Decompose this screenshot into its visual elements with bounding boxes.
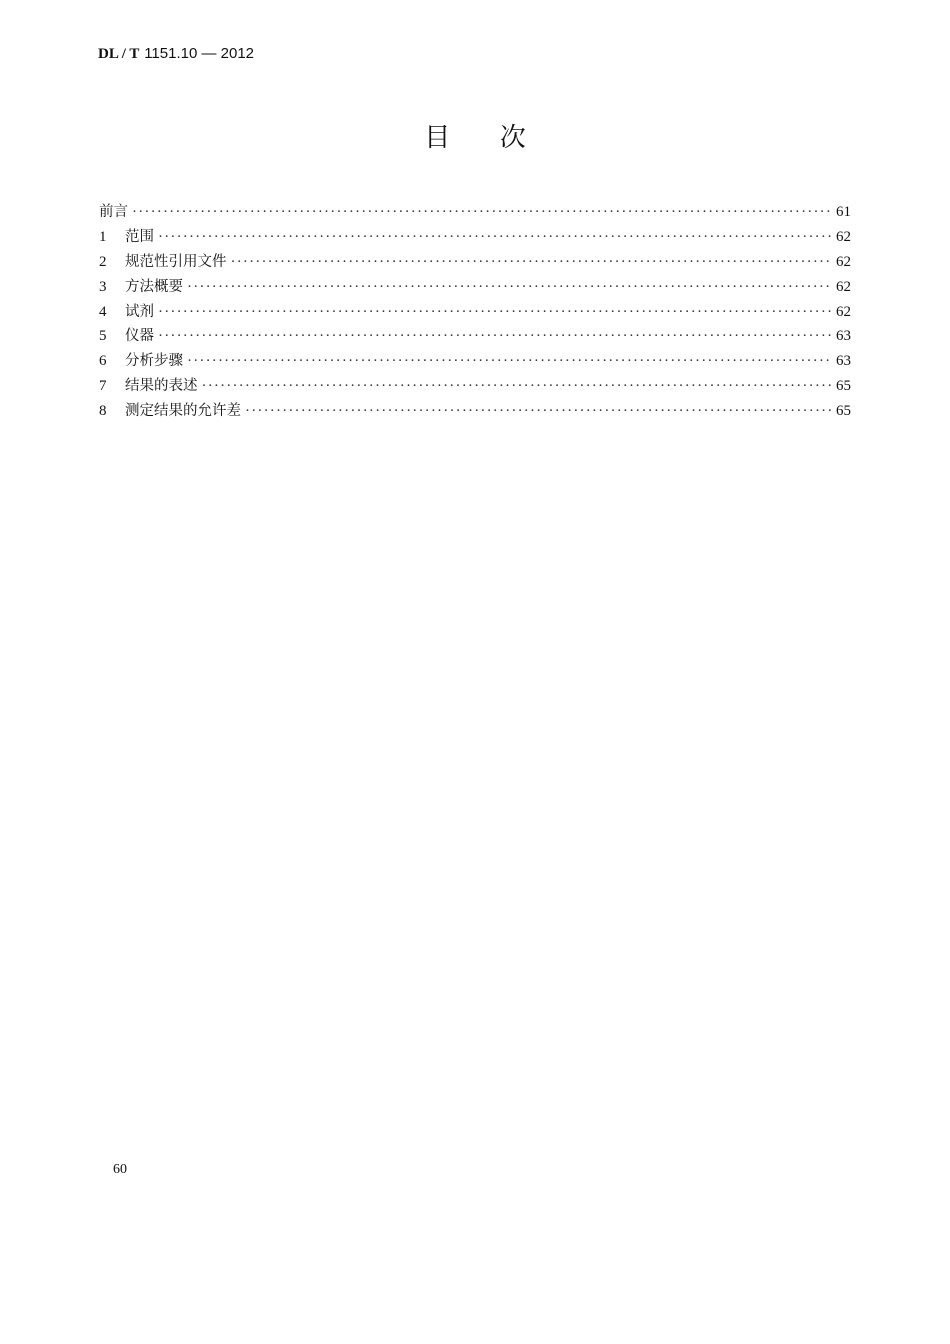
toc-entry-method-summary[interactable] [99,275,851,300]
toc-leader-dots [202,374,833,399]
toc-entry-number: 3 [99,278,107,295]
table-of-contents-title: 目 次 [424,123,526,153]
toc-entry-page: 62 [836,303,851,320]
toc-entry-page: 65 [836,403,851,420]
toc-entry-title: 测定结果的允许差 [125,403,241,420]
toc-entry-number: 1 [99,228,107,245]
toc-leader-dots [187,275,832,300]
toc-leader-dots [245,399,832,424]
toc-entry-reagents[interactable] [99,300,851,325]
toc-entry-page: 63 [836,328,851,345]
toc-entry-title: 试剂 [125,303,154,320]
toc-entry-allowable-difference[interactable] [99,399,851,424]
toc-entry-foreword[interactable] [99,200,851,225]
toc-entry-title: 范围 [125,228,154,245]
toc-entry-title: 结果的表述 [125,378,198,395]
toc-entry-number: 8 [99,403,107,420]
toc-leader-dots [187,349,832,374]
toc-entry-normative-references[interactable] [99,250,851,275]
toc-entry-result-expression[interactable] [99,374,851,399]
toc-entry-analysis-steps[interactable] [99,349,851,374]
toc-entry-instruments[interactable] [99,324,851,349]
toc-entry-number: 2 [99,253,107,270]
table-of-contents [99,200,851,424]
toc-entry-title: 分析步骤 [125,353,183,370]
toc-leader-dots [158,225,832,250]
toc-entry-title: 仪器 [125,328,154,345]
toc-entry-page: 61 [836,204,851,220]
standard-code: DL / T [98,46,140,62]
toc-entry-page: 65 [836,378,851,395]
toc-entry-number: 6 [99,353,107,370]
page-number: 60 [113,1162,127,1177]
toc-entry-scope[interactable] [99,225,851,250]
standard-header [98,44,254,63]
toc-entry-number: 5 [99,328,107,345]
toc-entry-title: 规范性引用文件 [125,253,227,270]
toc-leader-dots [158,300,832,325]
toc-leader-dots [231,250,833,275]
toc-entry-page: 62 [836,253,851,270]
toc-leader-dots [158,324,832,349]
standard-number: 1151.10 — 2012 [144,45,255,62]
toc-leader-dots [132,200,832,225]
toc-entry-number: 7 [99,378,107,395]
toc-entry-page: 62 [836,228,851,245]
toc-entry-title: 前言 [99,204,128,220]
toc-entry-title: 方法概要 [125,278,183,295]
toc-entry-number: 4 [99,303,107,320]
toc-entry-page: 62 [836,278,851,295]
toc-entry-page: 63 [836,353,851,370]
